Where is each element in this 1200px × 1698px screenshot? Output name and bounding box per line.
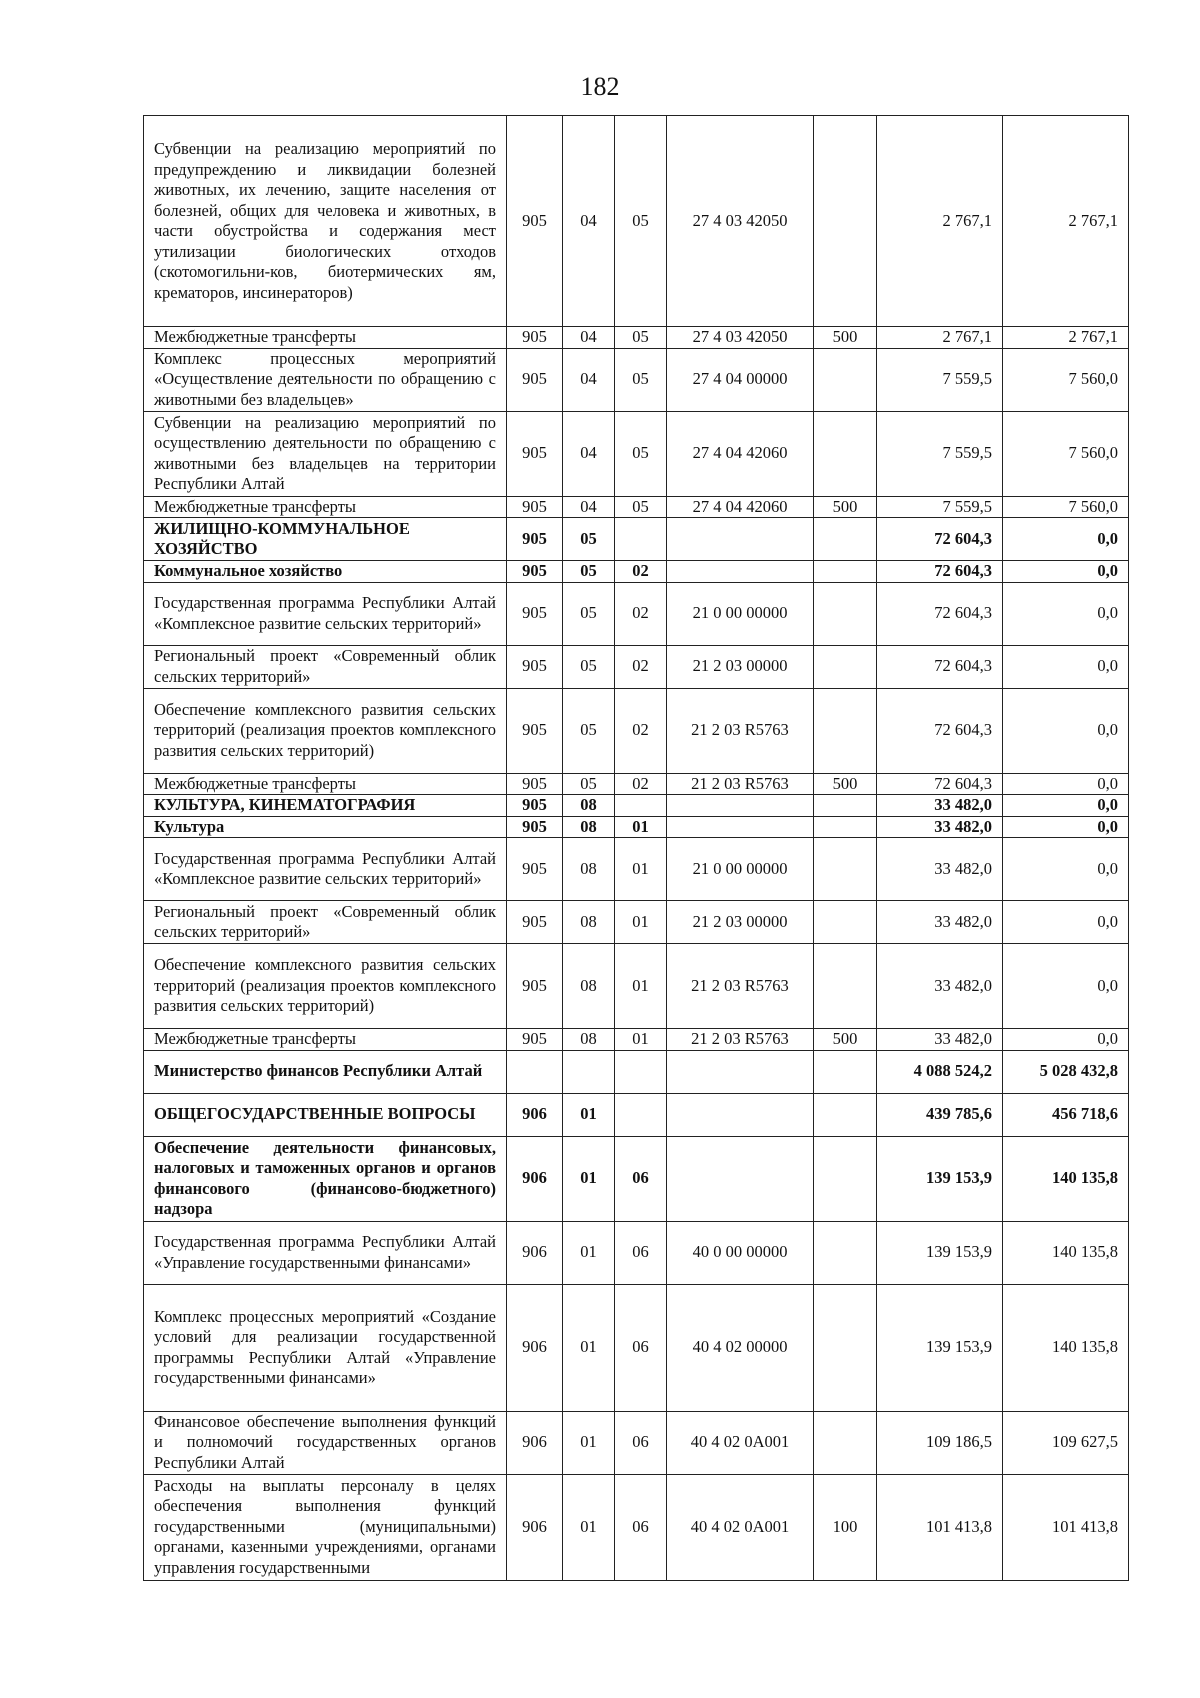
amount-year1-cell: 33 482,0: [877, 1029, 1003, 1051]
subsection-code-cell: [615, 518, 667, 561]
section-code-cell: 01: [563, 1221, 615, 1284]
amount-year1-cell: 33 482,0: [877, 816, 1003, 838]
row-name-cell: Региональный проект «Современный облик сельских территорий»: [144, 645, 507, 688]
ministry-code-cell: 905: [507, 518, 563, 561]
amount-year2-cell: 140 135,8: [1003, 1136, 1129, 1221]
amount-year1-cell: 139 153,9: [877, 1136, 1003, 1221]
ministry-code-cell: 906: [507, 1474, 563, 1580]
amount-year1-cell: 72 604,3: [877, 561, 1003, 583]
expense-type-cell: [814, 1411, 877, 1474]
subsection-code-cell: 01: [615, 1029, 667, 1051]
row-name-cell: Министерство финансов Республики Алтай: [144, 1050, 507, 1093]
amount-year1-cell: 2 767,1: [877, 116, 1003, 327]
subsection-code-cell: 01: [615, 901, 667, 944]
table-row: [144, 1474, 1129, 1580]
expense-type-cell: [814, 944, 877, 1029]
expense-type-cell: [814, 1284, 877, 1411]
row-name-cell: Коммунальное хозяйство: [144, 561, 507, 583]
row-name-cell: ОБЩЕГОСУДАРСТВЕННЫЕ ВОПРОСЫ: [144, 1093, 507, 1136]
amount-year2-cell: 0,0: [1003, 688, 1129, 773]
section-code-cell: [563, 1050, 615, 1093]
subsection-code-cell: 05: [615, 348, 667, 411]
amount-year1-cell: 109 186,5: [877, 1411, 1003, 1474]
amount-year1-cell: 72 604,3: [877, 645, 1003, 688]
expense-type-cell: 500: [814, 496, 877, 518]
amount-year2-cell: 2 767,1: [1003, 116, 1129, 327]
target-article-cell: 21 2 03 00000: [667, 645, 814, 688]
page-number: 182: [580, 72, 620, 101]
target-article-cell: [667, 561, 814, 583]
amount-year1-cell: 72 604,3: [877, 582, 1003, 645]
subsection-code-cell: 02: [615, 582, 667, 645]
row-name-cell: Субвенции на реализацию мероприятий по осуществлению деятельности по обращению с животными без владельцев на территории Республики Алтай: [144, 411, 507, 496]
amount-year2-cell: 456 718,6: [1003, 1093, 1129, 1136]
section-code-cell: 08: [563, 816, 615, 838]
amount-year2-cell: 0,0: [1003, 838, 1129, 901]
amount-year1-cell: 439 785,6: [877, 1093, 1003, 1136]
table-row: [144, 795, 1129, 817]
row-name-cell: Расходы на выплаты персоналу в целях обеспечения выполнения функций государственными (муниципальными) органами, казенными учреждениями, органами управления государственными: [144, 1474, 507, 1580]
table-row: [144, 116, 1129, 327]
table-row: [144, 773, 1129, 795]
subsection-code-cell: 06: [615, 1136, 667, 1221]
section-code-cell: 04: [563, 411, 615, 496]
target-article-cell: [667, 1093, 814, 1136]
amount-year1-cell: 139 153,9: [877, 1284, 1003, 1411]
table-row: [144, 1050, 1129, 1093]
target-article-cell: 27 4 04 42060: [667, 496, 814, 518]
amount-year1-cell: 33 482,0: [877, 838, 1003, 901]
subsection-code-cell: 05: [615, 411, 667, 496]
section-code-cell: 01: [563, 1474, 615, 1580]
section-code-cell: 05: [563, 688, 615, 773]
amount-year1-cell: 139 153,9: [877, 1221, 1003, 1284]
ministry-code-cell: 906: [507, 1284, 563, 1411]
row-name-cell: Межбюджетные трансферты: [144, 1029, 507, 1051]
subsection-code-cell: [615, 1093, 667, 1136]
expense-type-cell: [814, 645, 877, 688]
table-row: [144, 688, 1129, 773]
amount-year2-cell: 7 560,0: [1003, 348, 1129, 411]
table-row: [144, 348, 1129, 411]
subsection-code-cell: 06: [615, 1474, 667, 1580]
target-article-cell: [667, 518, 814, 561]
budget-table: [143, 115, 1129, 1581]
target-article-cell: 21 0 00 00000: [667, 582, 814, 645]
target-article-cell: 40 4 02 0А001: [667, 1411, 814, 1474]
ministry-code-cell: 905: [507, 838, 563, 901]
target-article-cell: [667, 1050, 814, 1093]
amount-year2-cell: 0,0: [1003, 1029, 1129, 1051]
ministry-code-cell: 905: [507, 1029, 563, 1051]
section-code-cell: 08: [563, 1029, 615, 1051]
amount-year2-cell: 109 627,5: [1003, 1411, 1129, 1474]
target-article-cell: [667, 816, 814, 838]
table-row: [144, 1411, 1129, 1474]
table-row: [144, 816, 1129, 838]
table-row: [144, 645, 1129, 688]
amount-year1-cell: 33 482,0: [877, 795, 1003, 817]
expense-type-cell: [814, 561, 877, 583]
section-code-cell: 08: [563, 901, 615, 944]
ministry-code-cell: 906: [507, 1136, 563, 1221]
amount-year2-cell: 0,0: [1003, 518, 1129, 561]
amount-year2-cell: 140 135,8: [1003, 1221, 1129, 1284]
subsection-code-cell: 05: [615, 496, 667, 518]
subsection-code-cell: 01: [615, 944, 667, 1029]
target-article-cell: 40 4 02 00000: [667, 1284, 814, 1411]
subsection-code-cell: 02: [615, 773, 667, 795]
table-row: [144, 561, 1129, 583]
table-row: [144, 838, 1129, 901]
target-article-cell: 40 4 02 0А001: [667, 1474, 814, 1580]
expense-type-cell: [814, 901, 877, 944]
target-article-cell: 21 2 03 R5763: [667, 773, 814, 795]
amount-year2-cell: 0,0: [1003, 795, 1129, 817]
table-row: [144, 411, 1129, 496]
table-row: [144, 1029, 1129, 1051]
amount-year1-cell: 4 088 524,2: [877, 1050, 1003, 1093]
table-row: [144, 518, 1129, 561]
table-row: [144, 1093, 1129, 1136]
amount-year1-cell: 7 559,5: [877, 496, 1003, 518]
row-name-cell: Комплекс процессных мероприятий «Осуществление деятельности по обращению с животными без владельцев»: [144, 348, 507, 411]
amount-year1-cell: 72 604,3: [877, 688, 1003, 773]
ministry-code-cell: 905: [507, 348, 563, 411]
ministry-code-cell: 905: [507, 411, 563, 496]
amount-year1-cell: 7 559,5: [877, 411, 1003, 496]
section-code-cell: 01: [563, 1136, 615, 1221]
section-code-cell: 04: [563, 348, 615, 411]
expense-type-cell: [814, 411, 877, 496]
amount-year2-cell: 7 560,0: [1003, 496, 1129, 518]
target-article-cell: 21 0 00 00000: [667, 838, 814, 901]
target-article-cell: 27 4 04 00000: [667, 348, 814, 411]
row-name-cell: Культура: [144, 816, 507, 838]
ministry-code-cell: 906: [507, 1411, 563, 1474]
row-name-cell: Государственная программа Республики Алтай «Комплексное развитие сельских территорий»: [144, 838, 507, 901]
row-name-cell: Региональный проект «Современный облик сельских территорий»: [144, 901, 507, 944]
expense-type-cell: [814, 1136, 877, 1221]
row-name-cell: Государственная программа Республики Алтай «Комплексное развитие сельских территорий»: [144, 582, 507, 645]
amount-year2-cell: 0,0: [1003, 944, 1129, 1029]
section-code-cell: 08: [563, 838, 615, 901]
amount-year2-cell: 0,0: [1003, 901, 1129, 944]
section-code-cell: 08: [563, 795, 615, 817]
subsection-code-cell: 02: [615, 561, 667, 583]
target-article-cell: 27 4 04 42060: [667, 411, 814, 496]
amount-year2-cell: 2 767,1: [1003, 327, 1129, 349]
ministry-code-cell: 905: [507, 561, 563, 583]
table-row: [144, 1284, 1129, 1411]
expense-type-cell: 500: [814, 773, 877, 795]
target-article-cell: 21 2 03 R5763: [667, 688, 814, 773]
table-row: [144, 901, 1129, 944]
expense-type-cell: 100: [814, 1474, 877, 1580]
subsection-code-cell: 02: [615, 645, 667, 688]
expense-type-cell: [814, 518, 877, 561]
table-row: [144, 944, 1129, 1029]
expense-type-cell: [814, 348, 877, 411]
section-code-cell: 01: [563, 1093, 615, 1136]
ministry-code-cell: 905: [507, 645, 563, 688]
ministry-code-cell: 905: [507, 688, 563, 773]
amount-year2-cell: 0,0: [1003, 561, 1129, 583]
subsection-code-cell: 05: [615, 327, 667, 349]
expense-type-cell: [814, 1221, 877, 1284]
amount-year2-cell: 5 028 432,8: [1003, 1050, 1129, 1093]
row-name-cell: Субвенции на реализацию мероприятий по предупреждению и ликвидации болезней животных, их лечению, защите населения от болезней, общих для человека и животных, в части обустройства и содержания мест утилизации биологических отходов (скотомогильни-ков, биотермических ям, крематоров, инсинераторов): [144, 116, 507, 327]
expense-type-cell: [814, 795, 877, 817]
section-code-cell: 04: [563, 496, 615, 518]
subsection-code-cell: [615, 1050, 667, 1093]
expense-type-cell: [814, 1093, 877, 1136]
amount-year2-cell: 101 413,8: [1003, 1474, 1129, 1580]
ministry-code-cell: 905: [507, 582, 563, 645]
subsection-code-cell: [615, 795, 667, 817]
amount-year1-cell: 7 559,5: [877, 348, 1003, 411]
row-name-cell: Комплекс процессных мероприятий «Создание условий для реализации государственной программы Республики Алтай «Управление государственными финансами»: [144, 1284, 507, 1411]
section-code-cell: 05: [563, 518, 615, 561]
expense-type-cell: [814, 582, 877, 645]
ministry-code-cell: [507, 1050, 563, 1093]
subsection-code-cell: 06: [615, 1221, 667, 1284]
target-article-cell: [667, 795, 814, 817]
row-name-cell: Межбюджетные трансферты: [144, 496, 507, 518]
expense-type-cell: [814, 838, 877, 901]
ministry-code-cell: 906: [507, 1221, 563, 1284]
subsection-code-cell: 01: [615, 816, 667, 838]
table-row: [144, 327, 1129, 349]
subsection-code-cell: 02: [615, 688, 667, 773]
expense-type-cell: [814, 816, 877, 838]
row-name-cell: Межбюджетные трансферты: [144, 327, 507, 349]
target-article-cell: 27 4 03 42050: [667, 327, 814, 349]
amount-year2-cell: 7 560,0: [1003, 411, 1129, 496]
amount-year2-cell: 0,0: [1003, 645, 1129, 688]
amount-year2-cell: 140 135,8: [1003, 1284, 1129, 1411]
row-name-cell: ЖИЛИЩНО-КОММУНАЛЬНОЕ ХОЗЯЙСТВО: [144, 518, 507, 561]
section-code-cell: 05: [563, 645, 615, 688]
target-article-cell: 21 2 03 R5763: [667, 944, 814, 1029]
expense-type-cell: [814, 1050, 877, 1093]
target-article-cell: [667, 1136, 814, 1221]
subsection-code-cell: 05: [615, 116, 667, 327]
amount-year1-cell: 72 604,3: [877, 518, 1003, 561]
expense-type-cell: [814, 688, 877, 773]
ministry-code-cell: 905: [507, 901, 563, 944]
section-code-cell: 04: [563, 327, 615, 349]
amount-year1-cell: 2 767,1: [877, 327, 1003, 349]
target-article-cell: 21 2 03 00000: [667, 901, 814, 944]
table-row: [144, 1221, 1129, 1284]
ministry-code-cell: 905: [507, 795, 563, 817]
table-row: [144, 496, 1129, 518]
target-article-cell: 27 4 03 42050: [667, 116, 814, 327]
section-code-cell: 05: [563, 561, 615, 583]
table-row: [144, 582, 1129, 645]
row-name-cell: Обеспечение деятельности финансовых, налоговых и таможенных органов и органов финансового (финансово-бюджетного) надзора: [144, 1136, 507, 1221]
section-code-cell: 04: [563, 116, 615, 327]
amount-year1-cell: 72 604,3: [877, 773, 1003, 795]
section-code-cell: 01: [563, 1411, 615, 1474]
row-name-cell: Межбюджетные трансферты: [144, 773, 507, 795]
table-row: [144, 1136, 1129, 1221]
target-article-cell: 40 0 00 00000: [667, 1221, 814, 1284]
expense-type-cell: 500: [814, 1029, 877, 1051]
section-code-cell: 01: [563, 1284, 615, 1411]
amount-year1-cell: 33 482,0: [877, 944, 1003, 1029]
ministry-code-cell: 905: [507, 773, 563, 795]
ministry-code-cell: 905: [507, 496, 563, 518]
ministry-code-cell: 905: [507, 116, 563, 327]
subsection-code-cell: 06: [615, 1411, 667, 1474]
table-body: [144, 116, 1129, 1581]
expense-type-cell: 500: [814, 327, 877, 349]
ministry-code-cell: 906: [507, 1093, 563, 1136]
row-name-cell: Государственная программа Республики Алтай «Управление государственными финансами»: [144, 1221, 507, 1284]
row-name-cell: Обеспечение комплексного развития сельских территорий (реализация проектов комплексного развития сельских территорий): [144, 688, 507, 773]
ministry-code-cell: 905: [507, 327, 563, 349]
row-name-cell: Обеспечение комплексного развития сельских территорий (реализация проектов комплексного развития сельских территорий): [144, 944, 507, 1029]
amount-year1-cell: 33 482,0: [877, 901, 1003, 944]
subsection-code-cell: 06: [615, 1284, 667, 1411]
section-code-cell: 08: [563, 944, 615, 1029]
amount-year2-cell: 0,0: [1003, 773, 1129, 795]
ministry-code-cell: 905: [507, 944, 563, 1029]
subsection-code-cell: 01: [615, 838, 667, 901]
section-code-cell: 05: [563, 773, 615, 795]
row-name-cell: КУЛЬТУРА, КИНЕМАТОГРАФИЯ: [144, 795, 507, 817]
amount-year1-cell: 101 413,8: [877, 1474, 1003, 1580]
section-code-cell: 05: [563, 582, 615, 645]
expense-type-cell: [814, 116, 877, 327]
amount-year2-cell: 0,0: [1003, 816, 1129, 838]
target-article-cell: 21 2 03 R5763: [667, 1029, 814, 1051]
ministry-code-cell: 905: [507, 816, 563, 838]
row-name-cell: Финансовое обеспечение выполнения функций и полномочий государственных органов Республики Алтай: [144, 1411, 507, 1474]
amount-year2-cell: 0,0: [1003, 582, 1129, 645]
